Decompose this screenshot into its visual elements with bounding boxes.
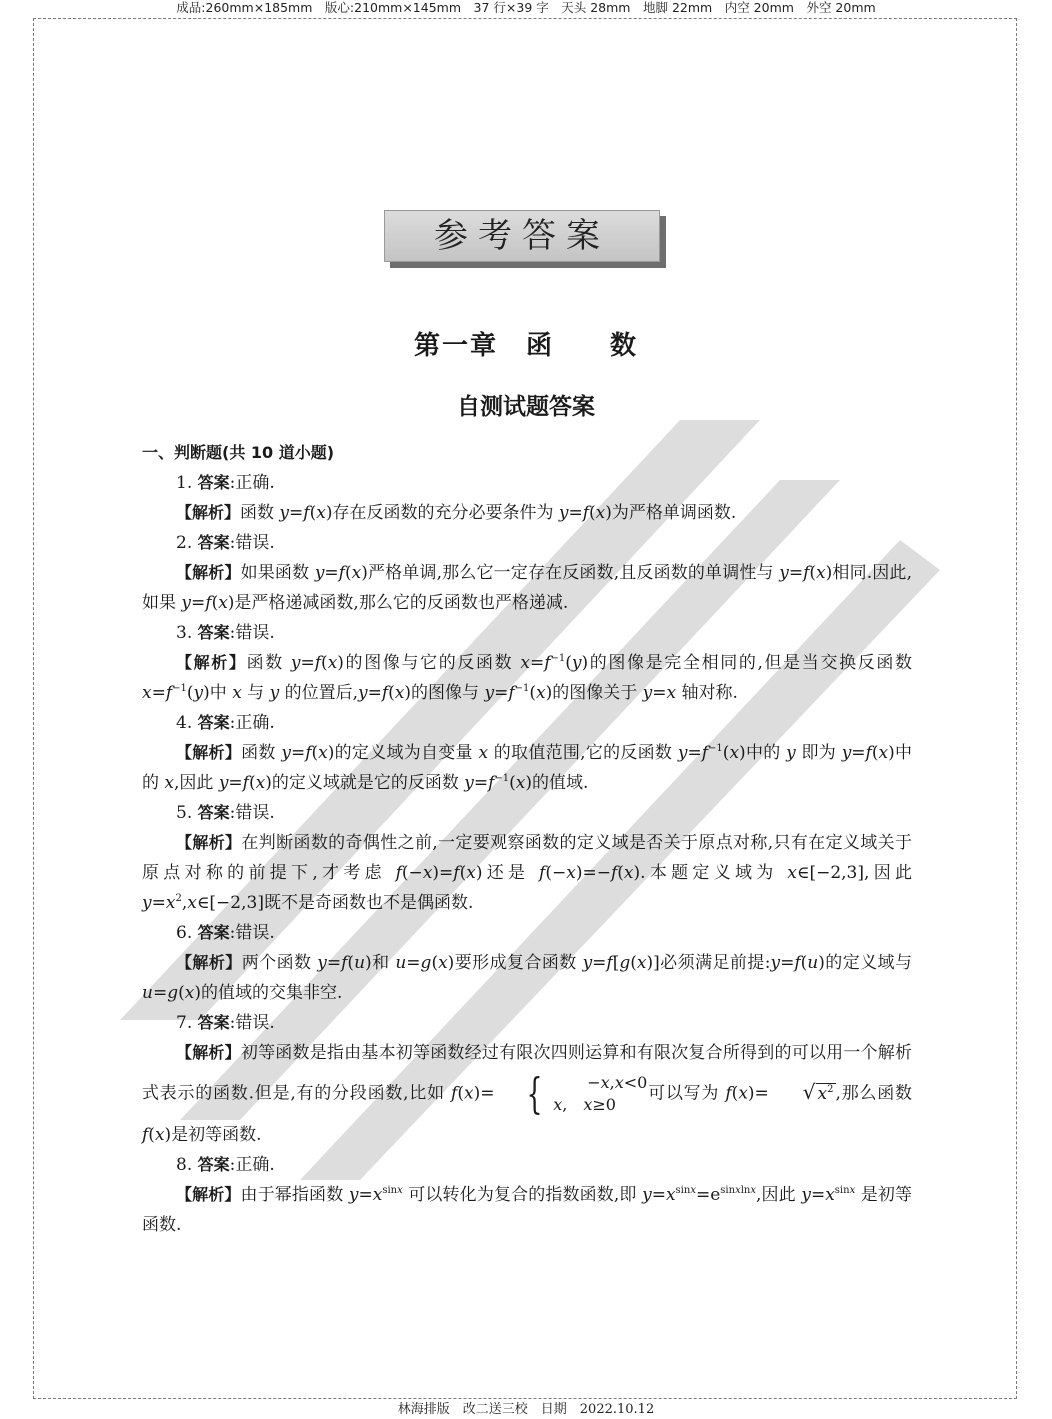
analysis-paragraph: 【解析】初等函数是指由基本初等函数经过有限次四则运算和有限次复合所得到的可以用一个解析式表示的函数.但是,有的分段函数,比如 f(x)= { −x,x<0 x, x≥0 可以写为 f(x)= √ $x^2$ ,那么函数 f(x)是初等函数.: [142, 1043, 913, 1145]
answer-item: 8. 答案:正确.: [176, 1155, 275, 1175]
analysis-paragraph: 【解析】函数 y=f(x)存在反函数的充分必要条件为 y=f(x)为严格单调函数.: [176, 503, 737, 523]
analysis-paragraph: 【解析】如果函数 y=f(x)严格单调,那么它一定存在反函数,且反函数的单调性与 y=f(x)相同.因此,如果 y=f(x)是严格递减函数,那么它的反函数也严格递减.: [142, 563, 912, 613]
banner-title: 参考答案: [384, 210, 660, 262]
subtitle: 自测试题答案: [457, 394, 595, 420]
answer-item: 6. 答案:错误.: [176, 923, 275, 943]
analysis-paragraph: 【解析】在判断函数的奇偶性之前,一定要观察函数的定义域是否关于原点对称,只有在定义域关于原点对称的前提下,才考虑 f(−x)=f(x)还是 f(−x)=−f(x).本题定义域为 x∈[−2,3],因此 $y=x^2,x\in[-2,3]$既不是奇函数也不是偶函数.: [142, 833, 912, 913]
answer-item: 1. 答案:正确.: [176, 473, 275, 493]
piecewise-formula: { −x,x<0 x, x≥0: [527, 1069, 648, 1118]
answer-content: [142, 438, 912, 1240]
analysis-paragraph: 【解析】由于幂指函数 $y=x^{sinx}$ 可以转化为复合的指数函数,即 $y=x^{sinx}=e^{sinxlnx}$,因此 $y=x^{sinx}$ 是初等函数.: [142, 1185, 913, 1235]
answer-item: 7. 答案:错误.: [176, 1013, 275, 1033]
analysis-paragraph: 【解析】两个函数 y=f(u)和 u=g(x)要形成复合函数 y=f[g(x)]必须满足前提:y=f(u)的定义域与 u=g(x)的值域的交集非空.: [142, 953, 912, 1003]
print-spec-header: 成品:260mm×185mm 版心:210mm×145mm 37 行×39 字 天头 28mm 地脚 22mm 内空 20mm 外空 20mm: [176, 0, 876, 15]
chapter-title: 第一章 函 数: [413, 331, 638, 361]
footer-note: 林海排版 改二送三校 日期 2022.10.12: [397, 1402, 655, 1417]
sqrt-formula: √ $x^2$: [802, 1079, 834, 1104]
answer-item: 3. 答案:错误.: [176, 623, 275, 643]
section-heading: 一、判断题(共 10 道小题): [142, 443, 335, 462]
answer-item: 2. 答案:错误.: [176, 533, 275, 553]
answer-item: 5. 答案:错误.: [176, 803, 275, 823]
answer-item: 4. 答案:正确.: [176, 713, 275, 733]
banner-box: [384, 210, 666, 265]
analysis-paragraph: 【解析】函数 y=f(x)的图像与它的反函数 $x=f^{-1}(y)$的图像是完全相同的,但是当交换反函数 $x=f^{-1}(y)$中 x 与 y 的位置后,y=f(x)的图像与 $y=f^{-1}(x)$的图像关于 y=x 轴对称.: [142, 653, 912, 703]
analysis-paragraph: 【解析】函数 y=f(x)的定义域为自变量 x 的取值范围,它的反函数 $y=f^{-1}(x)$中的 y 即为 y=f(x)中的 x,因此 y=f(x)的定义域就是它的反函数 $y=f^{-1}(x)$的值域.: [142, 743, 912, 793]
